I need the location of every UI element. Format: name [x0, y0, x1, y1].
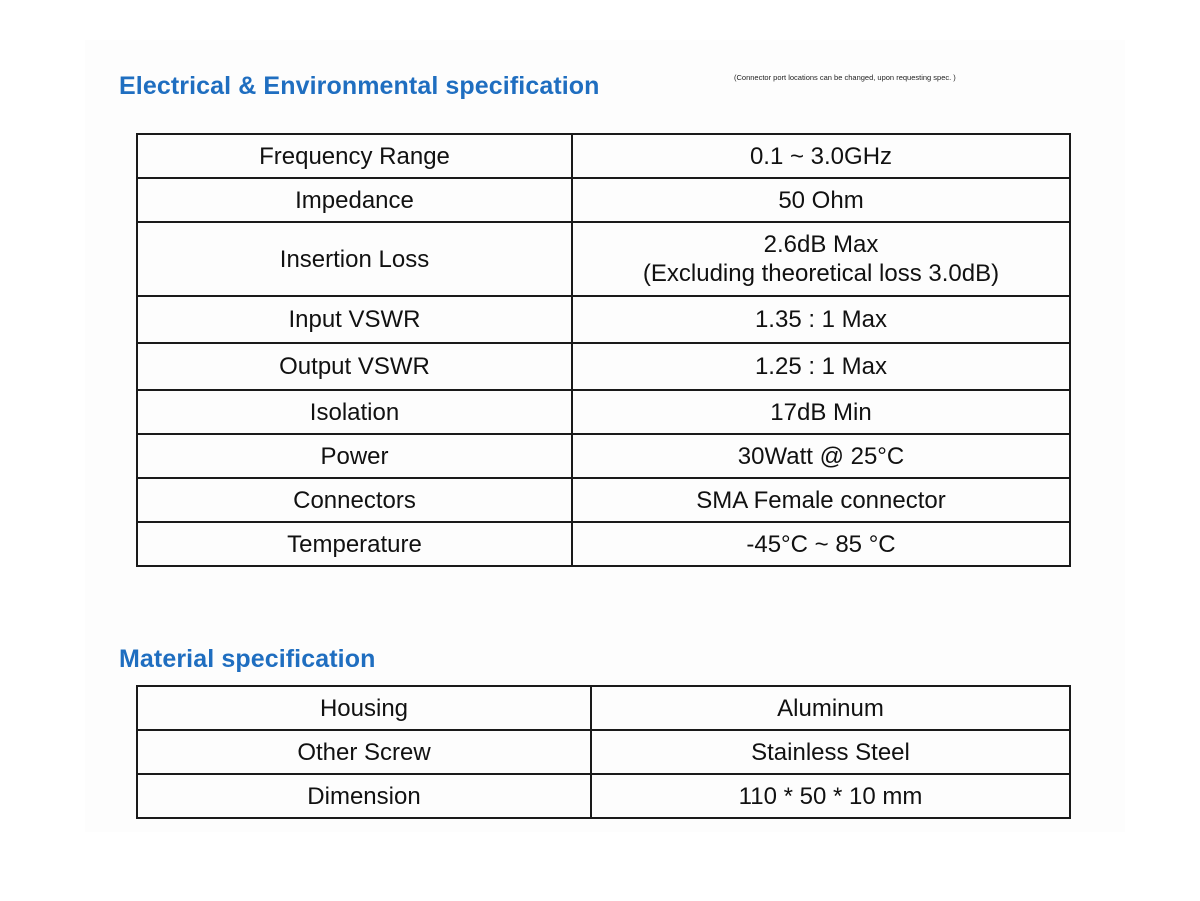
table-row	[137, 522, 1070, 566]
spec-value: Stainless Steel	[591, 730, 1070, 774]
material-spec-table	[136, 685, 1071, 819]
table-row	[137, 434, 1070, 478]
spec-label: Dimension	[137, 774, 591, 818]
electrical-spec-table	[136, 133, 1071, 567]
table-row	[137, 178, 1070, 222]
table-row	[137, 774, 1070, 818]
spec-value: Aluminum	[591, 686, 1070, 730]
table-row	[137, 686, 1070, 730]
table-row	[137, 730, 1070, 774]
spec-label: Power	[137, 434, 572, 478]
spec-label: Insertion Loss	[137, 222, 572, 296]
table-row	[137, 343, 1070, 390]
table-row	[137, 296, 1070, 343]
connector-note: (Connector port locations can be changed, upon requesting spec. )	[734, 73, 956, 82]
spec-label: Temperature	[137, 522, 572, 566]
spec-value-line1: 2.6dB Max	[763, 231, 879, 258]
spec-value: SMA Female connector	[572, 478, 1070, 522]
spec-label: Impedance	[137, 178, 572, 222]
spec-value: -45°C ~ 85 °C	[572, 522, 1070, 566]
spec-value	[572, 222, 1070, 296]
spec-label: Frequency Range	[137, 134, 572, 178]
table-row	[137, 134, 1070, 178]
spec-value: 0.1 ~ 3.0GHz	[572, 134, 1070, 178]
spec-label: Connectors	[137, 478, 572, 522]
spec-label: Other Screw	[137, 730, 591, 774]
spec-label: Housing	[137, 686, 591, 730]
electrical-spec-title: Electrical & Environmental specification	[119, 72, 600, 100]
table-row	[137, 478, 1070, 522]
spec-value: 50 Ohm	[572, 178, 1070, 222]
spec-value: 30Watt @ 25°C	[572, 434, 1070, 478]
table-row	[137, 222, 1070, 296]
spec-label: Input VSWR	[137, 296, 572, 343]
spec-value: 1.35 : 1 Max	[572, 296, 1070, 343]
spec-value-line2: (Excluding theoretical loss 3.0dB)	[642, 260, 1000, 287]
table-row	[137, 390, 1070, 434]
spec-label: Output VSWR	[137, 343, 572, 390]
spec-value: 17dB Min	[572, 390, 1070, 434]
material-spec-title: Material specification	[119, 645, 376, 673]
spec-value: 110 * 50 * 10 mm	[591, 774, 1070, 818]
spec-value: 1.25 : 1 Max	[572, 343, 1070, 390]
spec-label: Isolation	[137, 390, 572, 434]
